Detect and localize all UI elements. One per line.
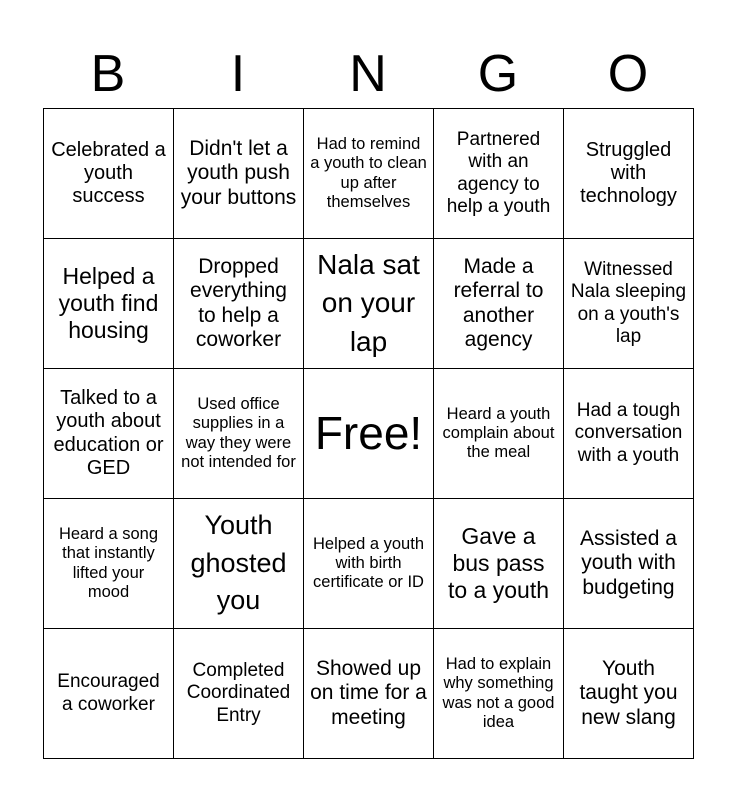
bingo-cell: Assisted a youth with budgeting (564, 499, 694, 629)
header-letter-b: B (90, 45, 126, 103)
bingo-cell: Helped a youth find housing (44, 239, 174, 369)
bingo-cell: Heard a youth complain about the meal (434, 369, 564, 499)
header-letter-n: N (349, 45, 387, 103)
bingo-cell: Heard a song that instantly lifted your mood (44, 499, 174, 629)
header-letter-g: G (477, 45, 519, 103)
bingo-board (43, 108, 694, 759)
bingo-cell: Showed up on time for a meeting (304, 629, 434, 759)
header-letter-o: O (607, 45, 649, 103)
bingo-cell: Partnered with an agency to help a youth (434, 109, 564, 239)
bingo-cell: Encouraged a coworker (44, 629, 174, 759)
bingo-cell: Youth taught you new slang (564, 629, 694, 759)
bingo-cell: Celebrated a youth success (44, 109, 174, 239)
bingo-cell: Struggled with technology (564, 109, 694, 239)
board-row-1 (44, 109, 694, 239)
bingo-cell: Didn't let a youth push your buttons (174, 109, 304, 239)
bingo-cell: Completed Coordinated Entry (174, 629, 304, 759)
bingo-cell: Dropped everything to help a coworker (174, 239, 304, 369)
board-row-2 (44, 239, 694, 369)
bingo-cell: Had to remind a youth to clean up after themselves (304, 109, 434, 239)
bingo-cell: Had a tough conversation with a youth (564, 369, 694, 499)
bingo-header (43, 40, 693, 108)
bingo-cell: Witnessed Nala sleeping on a youth's lap (564, 239, 694, 369)
bingo-cell: Youth ghosted you (174, 499, 304, 629)
bingo-cell: Used office supplies in a way they were not intended for (174, 369, 304, 499)
board-row-3 (44, 369, 694, 499)
bingo-cell: Made a referral to another agency (434, 239, 564, 369)
bingo-cell: Gave a bus pass to a youth (434, 499, 564, 629)
free-space: Free! (304, 369, 434, 499)
bingo-cell: Nala sat on your lap (304, 239, 434, 369)
header-letter-i: I (230, 45, 246, 103)
bingo-cell: Had to explain why something was not a good idea (434, 629, 564, 759)
bingo-cell: Talked to a youth about education or GED (44, 369, 174, 499)
board-row-5 (44, 629, 694, 759)
bingo-cell: Helped a youth with birth certificate or ID (304, 499, 434, 629)
board-row-4 (44, 499, 694, 629)
